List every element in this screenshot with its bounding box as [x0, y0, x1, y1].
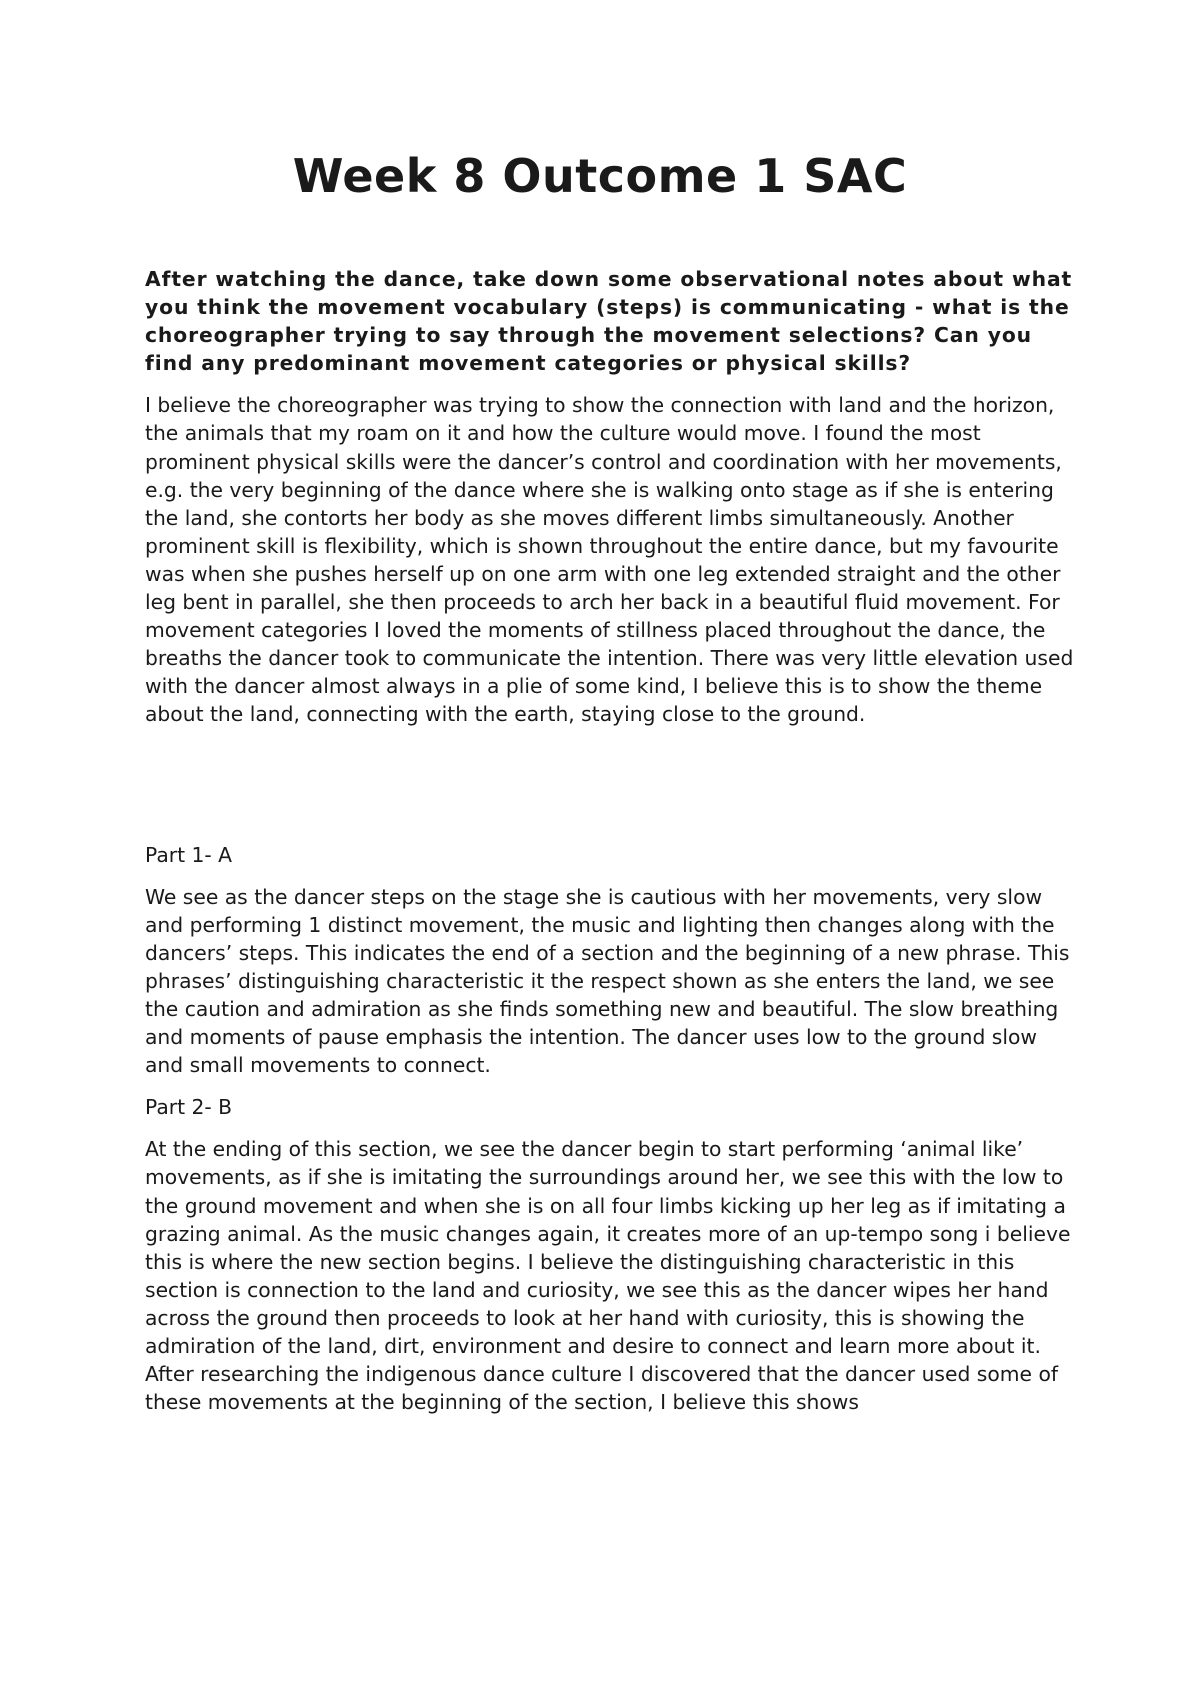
answer-paragraph: I believe the choreographer was trying to show the connection with land and the horizon, the animals that my roam on it and how the culture would move. I found the most prominent physical skills were the dancer’s control and coordination with her movements, e.g. the very beginning of the dance where she is walking onto stage as if she is entering the land, she contorts her body as she moves different limbs simultaneously. Another prominent skill is flexibility, which is shown throughout the entire dance, but my favourite was when she pushes herself up on one arm with one leg extended straight and the other leg bent in parallel, she then proceeds to arch her back in a beautiful fluid movement. For movement categories I loved the moments of stillness placed throughout the dance, the breaths the dancer took to communicate the intention. There was very little elevation used with the dancer almost always in a plie of some kind, I believe this is to show the theme about the land, connecting with the earth, staying close to the ground.: [145, 393, 1074, 727]
part-2-paragraph: At the ending of this section, we see the dancer begin to start performing ‘animal like’ movements, as if she is imitating the surroundings around her, we see this with the low to the ground movement and when she is on all four limbs kicking up her leg as if imitating a grazing animal. As the music changes again, it creates more of an up-tempo song i believe this is where the new section begins. I believe the distinguishing characteristic in this section is connection to the land and curiosity, we see this as the dancer wipes her hand across the ground then proceeds to look at her hand with curiosity, this is showing the admiration of the land, dirt, environment and desire to connect and learn more about it. After researching the indigenous dance culture I discovered that the dancer used some of these movements at the beginning of the section, I believe this shows: [145, 1137, 1071, 1415]
part-1-paragraph: We see as the dancer steps on the stage she is cautious with her movements, very slow and performing 1 distinct movement, the music and lighting then changes along with the dancers’ steps. This indicates the end of a section and the beginning of a new phrase. This phrases’ distinguishing characteristic it the respect shown as she enters the land, we see the caution and admiration as she finds something new and beautiful. The slow breathing and moments of pause emphasis the intention. The dancer uses low to the ground slow and small movements to connect.: [145, 884, 1070, 1078]
document-body: [145, 265, 1075, 1430]
part-1-heading: Part 1- A: [145, 842, 233, 867]
blank-space: [145, 743, 1075, 841]
page-title: Week 8 Outcome 1 SAC: [292, 149, 908, 203]
question-prompt: After watching the dance, take down some observational notes about what you think the movement vocabulary (steps) is communicating - what is the choreographer trying to say through the movement selections? Can you find any predominant movement categories or physical skills?: [145, 267, 1073, 376]
part-2-heading: Part 2- B: [145, 1095, 233, 1120]
